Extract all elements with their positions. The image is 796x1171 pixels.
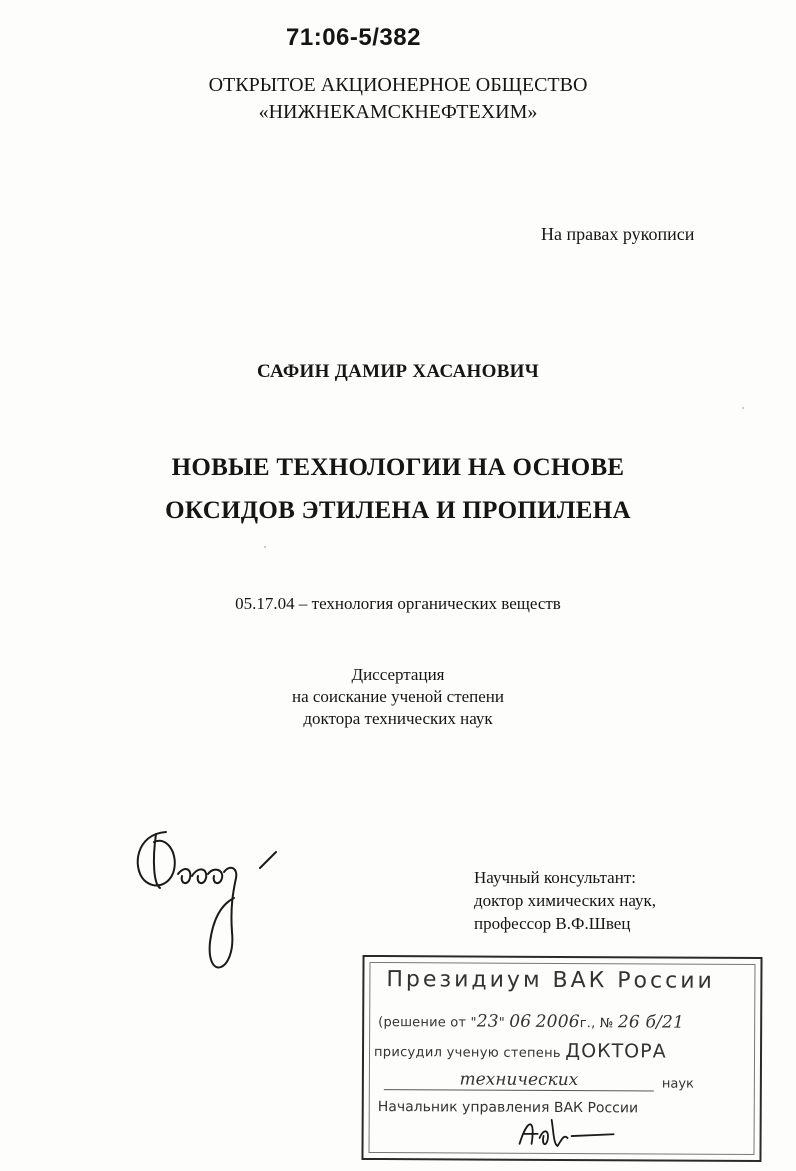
- field-suffix: наук: [661, 1076, 694, 1092]
- decision-day: 23: [476, 1011, 499, 1032]
- degree-line-3: доктора технических наук: [303, 709, 493, 728]
- author-signature: [126, 822, 286, 992]
- stamp-decision: (решение от "23" 06 2006г., № 26 б/21: [378, 1011, 685, 1033]
- degree-line-2: на соискание ученой степени: [291, 687, 505, 706]
- title-line-1: НОВЫЕ ТЕХНОЛОГИИ НА ОСНОВЕ: [171, 454, 625, 481]
- organization-header: [0, 72, 796, 126]
- decision-month: 06: [509, 1011, 532, 1032]
- organization-line-1: ОТКРЫТОЕ АКЦИОНЕРНОЕ ОБЩЕСТВО: [208, 74, 588, 96]
- dissertation-title: [0, 446, 796, 532]
- scan-speck: [264, 546, 266, 548]
- decision-year: 2006: [535, 1011, 580, 1033]
- scientific-consultant: [474, 866, 656, 935]
- specialty-code: 05.17.04 – технология органических веществ: [235, 594, 561, 613]
- author-name: САФИН ДАМИР ХАСАНОВИЧ: [256, 361, 540, 382]
- degree-description: [0, 664, 796, 730]
- consultant-line-3: профессор В.Ф.Швец: [474, 914, 631, 933]
- scan-speck: [742, 407, 744, 409]
- degree-value: ДОКТОРА: [565, 1040, 667, 1063]
- stamp-chief-title: Начальник управления ВАК России: [377, 1099, 639, 1117]
- archive-code: 71:06-5/382: [286, 24, 421, 51]
- stamp-field: [384, 1069, 694, 1092]
- stamp-degree: [374, 1039, 667, 1063]
- consultant-line-1: Научный консультант:: [474, 868, 636, 887]
- vak-stamp: [361, 955, 762, 1162]
- field-value: технических: [384, 1069, 654, 1091]
- manuscript-note: На правах рукописи: [541, 224, 695, 244]
- degree-line-1: Диссертация: [351, 665, 445, 684]
- organization-line-2: «НИЖНЕКАМСКНЕФТЕХИМ»: [258, 101, 538, 123]
- chief-signature: [514, 1114, 624, 1155]
- decision-year-suffix: г., №: [579, 1016, 614, 1032]
- consultant-line-2: доктор химических наук,: [474, 891, 657, 910]
- title-line-2: ОКСИДОВ ЭТИЛЕНА И ПРОПИЛЕНА: [165, 497, 631, 524]
- stamp-title: Президиум ВАК России: [386, 967, 715, 994]
- degree-prefix: присудил ученую степень: [373, 1045, 561, 1061]
- decision-prefix: (решение от: [378, 1015, 467, 1031]
- decision-number: 26 б/21: [617, 1012, 685, 1033]
